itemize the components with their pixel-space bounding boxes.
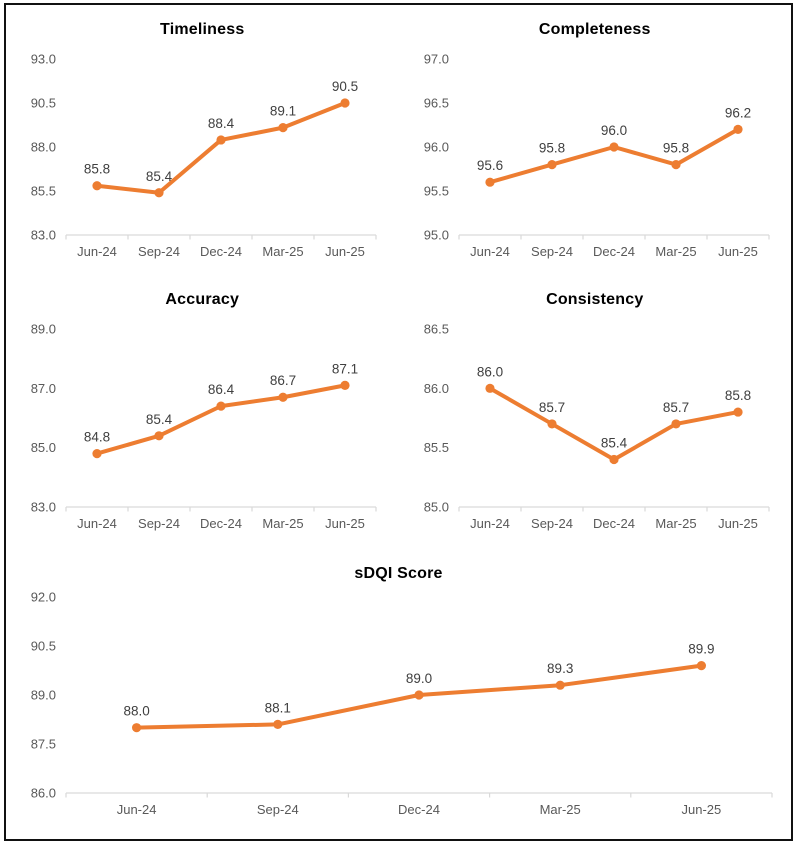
data-point-marker: [341, 381, 350, 390]
data-point-label: 85.4: [600, 435, 627, 451]
data-point-label: 85.8: [84, 161, 111, 177]
chart-title-timeliness: Timeliness: [160, 21, 245, 38]
x-category-label: Mar-25: [262, 516, 304, 531]
x-category-label: Jun-24: [116, 802, 156, 817]
charts-grid: [6, 5, 791, 841]
x-category-label: Jun-25: [717, 244, 758, 259]
data-point-label: 95.8: [662, 140, 689, 156]
chart-plot-timeliness: [8, 39, 396, 277]
x-category-label: Jun-25: [717, 516, 758, 531]
data-point-label: 95.6: [476, 158, 503, 174]
data-point-marker: [93, 449, 102, 458]
y-tick-label: 85.0: [30, 440, 57, 456]
chart-plot-consistency: [401, 309, 789, 549]
data-point-marker: [485, 178, 494, 187]
data-point-marker: [279, 393, 288, 402]
x-category-label: Dec-24: [592, 244, 635, 259]
data-point-marker: [485, 384, 494, 393]
x-category-label: Mar-25: [262, 244, 304, 259]
data-point-label: 96.0: [600, 123, 627, 138]
y-tick-label: 85.5: [30, 183, 57, 199]
data-point-label: 86.0: [476, 364, 503, 380]
data-point-marker: [414, 690, 423, 699]
y-tick-label: 88.0: [30, 139, 57, 155]
x-category-label: Mar-25: [655, 244, 697, 259]
x-category-label: Mar-25: [539, 802, 581, 817]
data-point-marker: [279, 123, 288, 132]
x-category-label: Sep-24: [256, 802, 299, 817]
x-category-label: Dec-24: [397, 802, 440, 817]
page-frame: [4, 3, 793, 841]
data-point-marker: [155, 188, 164, 197]
data-point-label: 88.1: [264, 700, 291, 716]
data-point-marker: [132, 723, 141, 732]
data-point-marker: [155, 431, 164, 440]
x-category-label: Dec-24: [592, 516, 635, 531]
chart-title-completeness: Completeness: [538, 21, 651, 38]
data-point-label: 85.4: [146, 168, 173, 184]
data-point-marker: [217, 135, 226, 144]
data-point-label: 90.5: [332, 79, 359, 94]
y-tick-label: 83.0: [30, 499, 57, 515]
x-category-label: Sep-24: [138, 516, 181, 531]
chart-title-accuracy: Accuracy: [165, 291, 240, 308]
x-category-label: Jun-25: [325, 516, 366, 531]
data-point-label: 85.7: [538, 399, 565, 415]
chart-plot-completeness: [401, 39, 789, 277]
data-point-label: 85.8: [724, 388, 751, 404]
y-tick-label: 87.0: [30, 380, 57, 396]
x-category-label: Dec-24: [200, 244, 243, 259]
y-tick-label: 95.0: [423, 227, 449, 243]
y-tick-label: 90.5: [30, 95, 57, 111]
y-tick-label: 90.5: [30, 638, 56, 654]
chart-plot-sdqi-score: [10, 583, 788, 835]
data-point-marker: [547, 160, 556, 169]
data-point-label: 89.9: [687, 641, 715, 657]
data-point-label: 88.0: [122, 703, 150, 719]
x-category-label: Sep-24: [138, 244, 181, 259]
data-point-marker: [671, 419, 680, 428]
chart-completeness: [399, 9, 792, 279]
chart-sdqi-score: [6, 555, 791, 841]
data-point-label: 84.8: [84, 429, 111, 445]
x-category-label: Jun-24: [77, 516, 118, 531]
chart-accuracy: [6, 279, 399, 555]
x-category-label: Jun-25: [325, 244, 366, 259]
chart-plot-accuracy: [8, 309, 396, 549]
y-tick-label: 87.5: [30, 736, 56, 752]
y-tick-label: 89.0: [30, 687, 56, 703]
data-point-label: 95.8: [538, 140, 565, 156]
chart-title-sdqi-score: sDQI Score: [354, 565, 443, 582]
data-point-label: 87.1: [332, 361, 359, 377]
x-category-label: Mar-25: [655, 516, 697, 531]
data-point-marker: [696, 661, 705, 670]
data-point-label: 89.3: [546, 661, 573, 677]
y-tick-label: 93.0: [30, 51, 57, 67]
chart-title-consistency: Consistency: [546, 291, 644, 308]
x-category-label: Sep-24: [530, 516, 573, 531]
y-tick-label: 83.0: [30, 227, 57, 243]
y-tick-label: 89.0: [30, 321, 57, 337]
data-point-label: 85.7: [662, 399, 689, 415]
x-category-label: Dec-24: [200, 516, 243, 531]
data-point-label: 96.2: [724, 105, 751, 121]
data-point-label: 86.7: [270, 373, 297, 389]
data-point-marker: [609, 455, 618, 464]
data-point-label: 89.1: [270, 103, 297, 119]
x-category-label: Jun-24: [469, 244, 510, 259]
x-category-label: Jun-24: [77, 244, 118, 259]
data-point-label: 86.4: [208, 382, 235, 398]
x-category-label: Jun-25: [681, 802, 721, 817]
data-point-marker: [733, 125, 742, 134]
y-tick-label: 86.5: [423, 321, 449, 337]
chart-consistency: [399, 279, 792, 555]
data-point-marker: [733, 407, 742, 416]
data-point-marker: [671, 160, 680, 169]
data-point-marker: [609, 142, 618, 151]
data-point-marker: [555, 681, 564, 690]
data-point-marker: [93, 181, 102, 190]
y-tick-label: 86.0: [423, 380, 449, 396]
data-point-label: 85.4: [146, 411, 173, 427]
data-point-label: 88.4: [208, 115, 235, 131]
data-point-marker: [273, 720, 282, 729]
chart-timeliness: [6, 9, 399, 279]
y-tick-label: 95.5: [423, 183, 449, 199]
x-category-label: Sep-24: [530, 244, 573, 259]
data-point-marker: [547, 419, 556, 428]
x-category-label: Jun-24: [469, 516, 510, 531]
y-tick-label: 92.0: [30, 589, 56, 605]
data-point-label: 89.0: [405, 671, 432, 686]
y-tick-label: 85.0: [423, 499, 449, 515]
y-tick-label: 85.5: [423, 440, 449, 456]
y-tick-label: 97.0: [423, 51, 449, 67]
data-point-marker: [341, 98, 350, 107]
y-tick-label: 86.0: [30, 785, 56, 801]
y-tick-label: 96.5: [423, 95, 449, 111]
y-tick-label: 96.0: [423, 139, 449, 155]
data-point-marker: [217, 402, 226, 411]
